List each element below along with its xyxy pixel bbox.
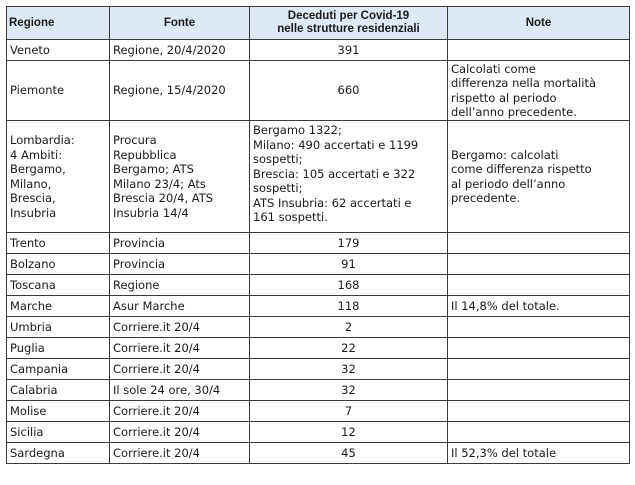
cell-fonte: Corriere.it 20/4 <box>110 422 250 443</box>
cell-regione: Sicilia <box>7 422 110 443</box>
cell-note <box>448 338 630 359</box>
note-line: come differenza rispetto <box>451 162 592 176</box>
cell-note <box>448 359 630 380</box>
cell-note: Il 52,3% del totale <box>448 443 630 464</box>
cell-note <box>448 233 630 254</box>
cell-fonte: Il sole 24 ore, 30/4 <box>110 380 250 401</box>
deceduti-line: 161 sospetti. <box>253 210 328 224</box>
document <box>6 6 630 464</box>
cell-regione: Molise <box>7 401 110 422</box>
note-line: dell’anno precedente. <box>451 105 577 119</box>
cell-deceduti: 118 <box>250 296 448 317</box>
regione-line: 4 Ambiti: <box>10 147 63 162</box>
cell-note <box>448 121 630 233</box>
cell-deceduti: 7 <box>250 401 448 422</box>
table-row <box>7 296 630 317</box>
deceduti-line: Bergamo 1322; <box>253 123 342 137</box>
cell-deceduti: 32 <box>250 359 448 380</box>
table-row <box>7 254 630 275</box>
cell-regione: Bolzano <box>7 254 110 275</box>
cell-regione: Sardegna <box>7 443 110 464</box>
cell-fonte: Regione <box>110 275 250 296</box>
header-fonte: Fonte <box>110 7 250 40</box>
fonte-line: Procura <box>113 133 157 147</box>
table-row <box>7 422 630 443</box>
note-line: rispetto al periodo <box>451 90 557 105</box>
cell-regione: Umbria <box>7 317 110 338</box>
cell-regione: Toscana <box>7 275 110 296</box>
note-line: Calcolati come <box>451 61 536 76</box>
fonte-line: Milano 23/4; Ats <box>113 176 206 191</box>
table-row <box>7 338 630 359</box>
regione-line: Insubria <box>10 205 57 220</box>
cell-fonte: Corriere.it 20/4 <box>110 359 250 380</box>
cell-deceduti: 45 <box>250 443 448 464</box>
table-row <box>7 275 630 296</box>
cell-regione: Calabria <box>7 380 110 401</box>
fonte-line: Bergamo; ATS <box>113 162 194 176</box>
cell-fonte <box>110 121 250 233</box>
cell-regione: Puglia <box>7 338 110 359</box>
table-row <box>7 317 630 338</box>
cell-note <box>448 422 630 443</box>
header-deceduti-line1: Deceduti per Covid-19 <box>287 10 410 22</box>
cell-note <box>448 275 630 296</box>
fonte-line: Repubblica <box>113 147 177 162</box>
table-row <box>7 443 630 464</box>
fonte-line: Brescia 20/4, ATS <box>113 191 214 205</box>
cell-fonte: Provincia <box>110 233 250 254</box>
cell-note <box>448 61 630 121</box>
cell-deceduti: 32 <box>250 380 448 401</box>
cell-note <box>448 40 630 61</box>
cell-deceduti: 91 <box>250 254 448 275</box>
cell-note <box>448 254 630 275</box>
table-row <box>7 121 630 233</box>
cell-fonte: Corriere.it 20/4 <box>110 338 250 359</box>
cell-regione: Piemonte <box>7 61 110 121</box>
table-row <box>7 359 630 380</box>
cell-deceduti: 22 <box>250 338 448 359</box>
deceduti-line: sospetti; <box>253 181 303 195</box>
cell-deceduti: 12 <box>250 422 448 443</box>
deceduti-line: Milano: 490 accertati e 1199 <box>253 137 419 152</box>
cell-fonte: Regione, 20/4/2020 <box>110 40 250 61</box>
deceduti-line: ATS Insubria: 62 accertati e <box>253 195 412 210</box>
deceduti-line: Brescia: 105 accertati e 322 <box>253 166 416 181</box>
cell-regione: Trento <box>7 233 110 254</box>
header-regione: Regione <box>7 7 110 40</box>
cell-regione: Veneto <box>7 40 110 61</box>
data-table <box>6 6 630 464</box>
note-line: precedente. <box>451 191 521 205</box>
cell-deceduti: 179 <box>250 233 448 254</box>
note-line: Bergamo: calcolati <box>451 147 559 162</box>
cell-regione: Marche <box>7 296 110 317</box>
cell-fonte: Corriere.it 20/4 <box>110 317 250 338</box>
regione-line: Brescia, <box>10 191 56 205</box>
table-row <box>7 233 630 254</box>
table-row <box>7 61 630 121</box>
table-row <box>7 401 630 422</box>
table-row <box>7 380 630 401</box>
cell-regione <box>7 121 110 233</box>
cell-deceduti: 168 <box>250 275 448 296</box>
cell-note <box>448 380 630 401</box>
cell-fonte: Regione, 15/4/2020 <box>110 61 250 121</box>
cell-deceduti: 2 <box>250 317 448 338</box>
cell-note <box>448 317 630 338</box>
note-line: differenza nella mortalità <box>451 76 596 90</box>
regione-line: Milano, <box>10 176 52 191</box>
note-line: al periodo dell’anno <box>451 176 566 191</box>
regione-line: Bergamo, <box>10 162 66 176</box>
header-deceduti <box>250 7 448 40</box>
header-note: Note <box>448 7 630 40</box>
cell-fonte: Corriere.it 20/4 <box>110 401 250 422</box>
cell-deceduti <box>250 121 448 233</box>
regione-line: Lombardia: <box>10 133 75 147</box>
fonte-line: Insubria 14/4 <box>113 205 189 220</box>
cell-fonte: Corriere.it 20/4 <box>110 443 250 464</box>
deceduti-line: sospetti; <box>253 152 303 166</box>
cell-fonte: Asur Marche <box>110 296 250 317</box>
header-row <box>7 7 630 40</box>
header-deceduti-line2: nelle strutture residenziali <box>277 23 420 35</box>
cell-note: Il 14,8% del totale. <box>448 296 630 317</box>
cell-note <box>448 401 630 422</box>
cell-fonte: Provincia <box>110 254 250 275</box>
cell-regione: Campania <box>7 359 110 380</box>
cell-deceduti: 660 <box>250 61 448 121</box>
cell-deceduti: 391 <box>250 40 448 61</box>
table-row <box>7 40 630 61</box>
